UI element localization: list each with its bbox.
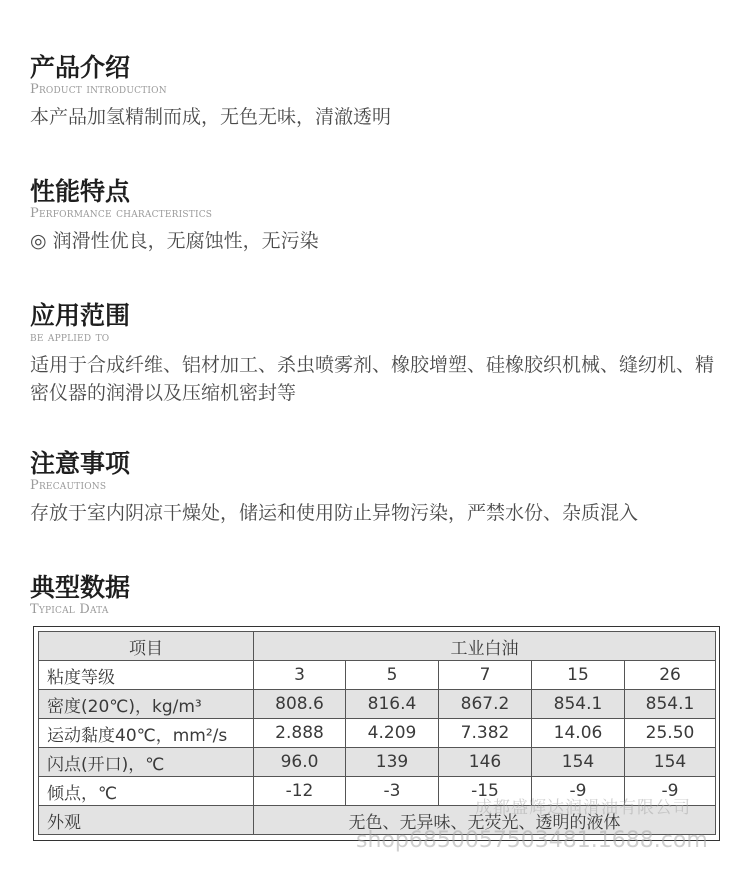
- section-intro: [30, 53, 720, 131]
- table-cell: 7: [439, 661, 532, 690]
- section-title: 产品介绍: [30, 53, 131, 82]
- table-cell: 无色、无异味、无荧光、透明的液体: [254, 806, 716, 835]
- section-performance: [30, 177, 720, 255]
- section-subtitle: be applied to: [30, 330, 110, 345]
- section-title: 应用范围: [30, 301, 131, 330]
- table-cell: 5: [346, 661, 439, 690]
- table-cell: 96.0: [254, 748, 346, 777]
- table-cell: 816.4: [346, 690, 439, 719]
- table-cell: 7.382: [439, 719, 532, 748]
- table-cell: 146: [439, 748, 532, 777]
- typical-data-table-frame: [33, 626, 720, 841]
- table-header-row: [39, 632, 716, 661]
- table-cell: 25.50: [625, 719, 716, 748]
- table-cell: -15: [439, 777, 532, 806]
- section-typical-data: [30, 573, 720, 617]
- table-cell: 867.2: [439, 690, 532, 719]
- header-product-cell: 工业白油: [254, 632, 716, 661]
- table-cell: -3: [346, 777, 439, 806]
- section-title: 注意事项: [30, 449, 131, 478]
- watermark-company: 成都盛辉达润滑油有限公司: [475, 798, 691, 818]
- section-text: ◎ 润滑性优良，无腐蚀性，无污染: [30, 230, 319, 252]
- table-row: [39, 661, 716, 690]
- row-label: 密度(20℃)，kg/m³: [39, 690, 254, 719]
- table-row: [39, 806, 716, 835]
- header-item-cell: 项目: [39, 632, 254, 661]
- row-label: 粘度等级: [39, 661, 254, 690]
- table-cell: 4.209: [346, 719, 439, 748]
- table-cell: -12: [254, 777, 346, 806]
- row-label: 闪点(开口)，℃: [39, 748, 254, 777]
- table-row: [39, 690, 716, 719]
- row-label: 倾点，℃: [39, 777, 254, 806]
- section-text: 本产品加氢精制而成，无色无味，清澈透明: [30, 106, 392, 128]
- table-cell: 3: [254, 661, 346, 690]
- table-cell: 154: [625, 748, 716, 777]
- table-cell: -9: [625, 777, 716, 806]
- section-subtitle: Typical Data: [30, 602, 109, 617]
- section-application: [30, 301, 720, 407]
- table-cell: 139: [346, 748, 439, 777]
- watermark-url: shop6850057503481.1688.com: [356, 828, 708, 853]
- section-title: 性能特点: [30, 177, 131, 206]
- row-label: 运动黏度40℃，mm²/s: [39, 719, 254, 748]
- row-label: 外观: [39, 806, 254, 835]
- table-cell: 854.1: [625, 690, 716, 719]
- section-precautions: [30, 449, 720, 527]
- table-cell: 2.888: [254, 719, 346, 748]
- table-cell: 26: [625, 661, 716, 690]
- table-cell: 154: [532, 748, 625, 777]
- table-cell: 854.1: [532, 690, 625, 719]
- table-cell: 15: [532, 661, 625, 690]
- section-text: 适用于合成纤维、铝材加工、杀虫喷雾剂、橡胶增塑、硅橡胶织机械、缝纫机、精密仪器的润滑以及压缩机密封等: [30, 354, 715, 404]
- table-row: [39, 719, 716, 748]
- section-title: 典型数据: [30, 573, 131, 602]
- section-subtitle: Performance characteristics: [30, 206, 213, 221]
- table-cell: 808.6: [254, 690, 346, 719]
- table-row: [39, 777, 716, 806]
- section-text: 存放于室内阴凉干燥处，储运和使用防止异物污染，严禁水份、杂质混入: [30, 502, 639, 524]
- typical-data-table: [38, 631, 716, 835]
- section-subtitle: Precautions: [30, 478, 107, 493]
- section-subtitle: Product introduction: [30, 82, 167, 97]
- table-cell: 14.06: [532, 719, 625, 748]
- table-cell: -9: [532, 777, 625, 806]
- table-row: [39, 748, 716, 777]
